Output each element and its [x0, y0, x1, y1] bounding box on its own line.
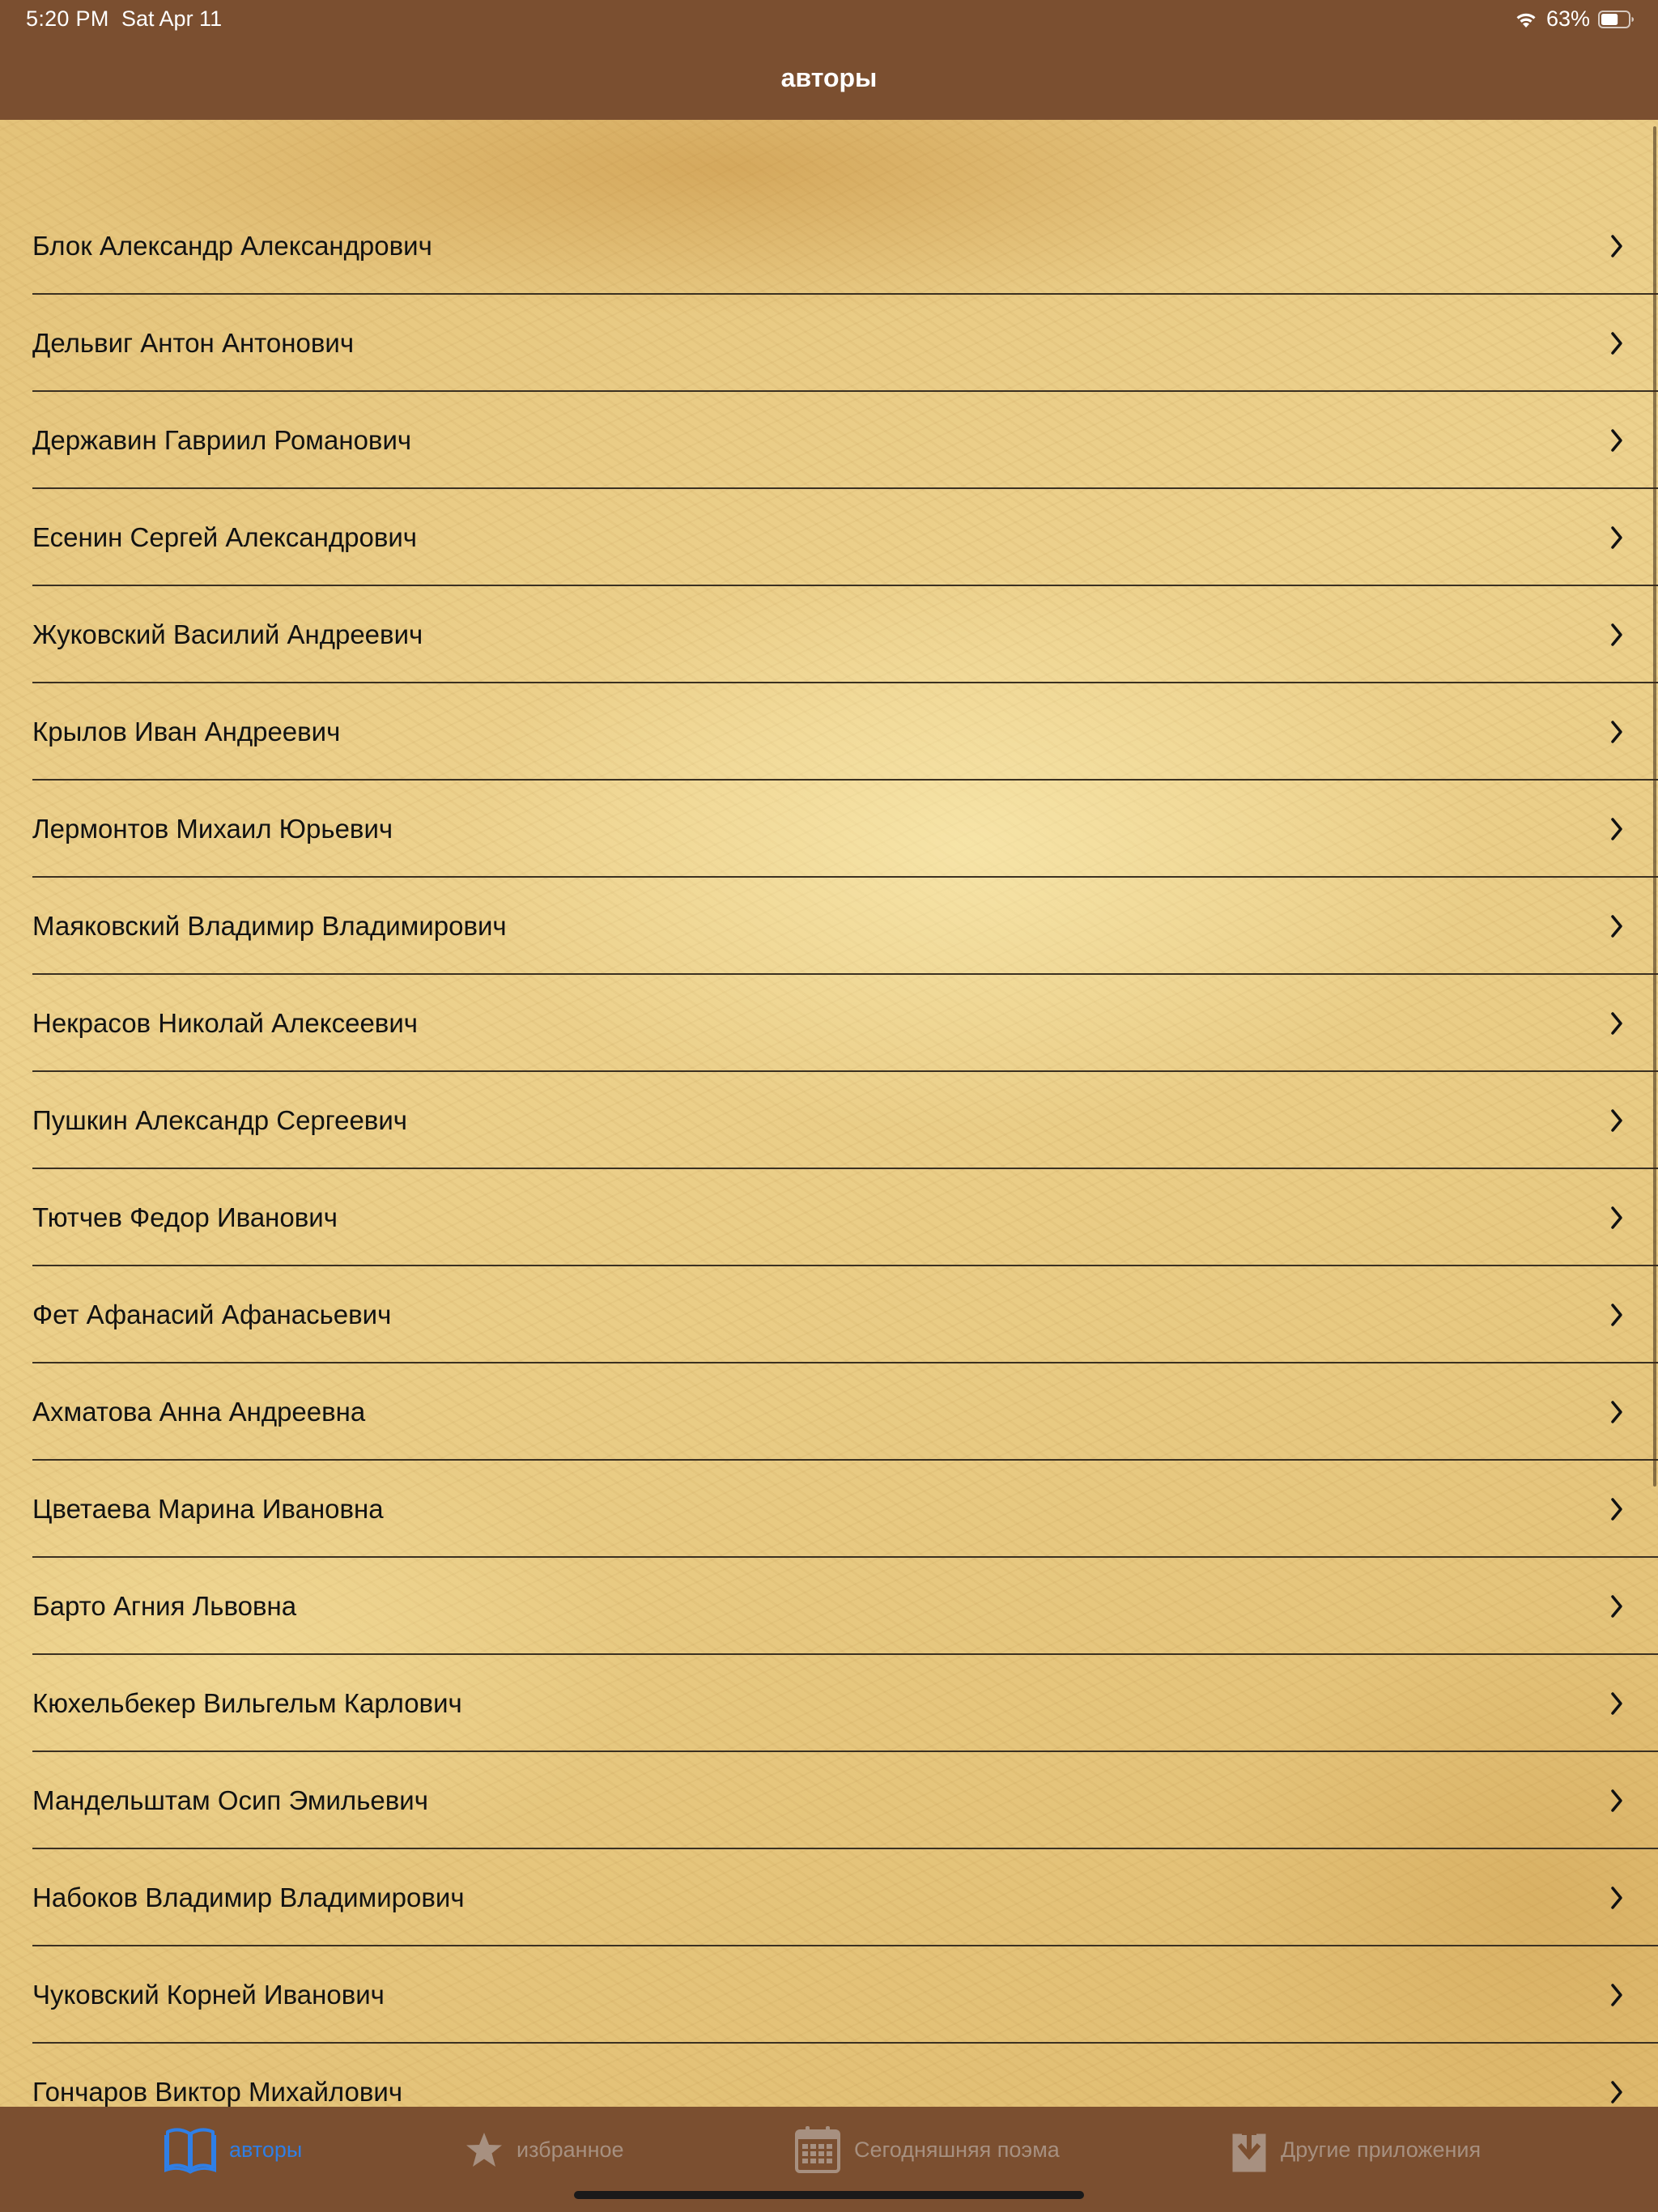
- chevron-right-icon: [1609, 525, 1624, 550]
- author-row[interactable]: [0, 1558, 1658, 1655]
- author-name: Есенин Сергей Александрович: [32, 522, 417, 552]
- battery-icon: [1598, 10, 1635, 29]
- author-row[interactable]: [0, 489, 1658, 586]
- wifi-icon: [1514, 11, 1538, 28]
- tab-todays-poem[interactable]: [794, 2121, 1060, 2178]
- author-row[interactable]: [0, 1849, 1658, 1946]
- author-name: Жуковский Василий Андреевич: [32, 619, 423, 649]
- page-title: авторы: [780, 63, 878, 92]
- status-indicators: [1514, 6, 1635, 32]
- chevron-right-icon: [1609, 1886, 1624, 1910]
- author-name: Фет Афанасий Афанасьевич: [32, 1300, 392, 1329]
- chevron-right-icon: [1609, 1400, 1624, 1424]
- authors-list-view[interactable]: [0, 120, 1658, 2107]
- author-row[interactable]: [0, 2044, 1658, 2107]
- star-icon: [465, 2131, 504, 2168]
- author-name: Чуковский Корней Иванович: [32, 1980, 385, 2010]
- author-name: Мандельштам Осип Эмильевич: [32, 1785, 428, 1815]
- author-row[interactable]: [0, 1363, 1658, 1461]
- author-row[interactable]: [0, 1266, 1658, 1363]
- author-row[interactable]: [0, 878, 1658, 975]
- author-row[interactable]: [0, 392, 1658, 489]
- chevron-right-icon: [1609, 1497, 1624, 1521]
- chevron-right-icon: [1609, 720, 1624, 744]
- author-name: Кюхельбекер Вильгельм Карлович: [32, 1688, 462, 1718]
- author-name: Цветаева Марина Ивановна: [32, 1494, 384, 1524]
- download-icon: [1231, 2127, 1268, 2172]
- tab-other-apps-label: Другие приложения: [1281, 2137, 1482, 2162]
- tab-authors[interactable]: [164, 2121, 302, 2178]
- author-name: Крылов Иван Андреевич: [32, 717, 341, 747]
- author-row[interactable]: [0, 1946, 1658, 2044]
- author-name: Маяковский Владимир Владимирович: [32, 911, 507, 941]
- home-indicator[interactable]: [574, 2191, 1084, 2199]
- author-name: Дельвиг Антон Антонович: [32, 328, 355, 358]
- author-name: Набоков Владимир Владимирович: [32, 1882, 465, 1912]
- author-row[interactable]: [0, 1072, 1658, 1169]
- tab-authors-label: авторы: [229, 2137, 303, 2162]
- chevron-right-icon: [1609, 817, 1624, 841]
- scroll-indicator[interactable]: [1653, 126, 1656, 1487]
- author-row[interactable]: [0, 1655, 1658, 1752]
- author-row[interactable]: [0, 781, 1658, 878]
- status-date: Sat Apr 11: [121, 6, 223, 31]
- chevron-right-icon: [1609, 428, 1624, 453]
- tab-favorites[interactable]: [465, 2121, 624, 2178]
- author-row[interactable]: [0, 683, 1658, 781]
- author-name: Пушкин Александр Сергеевич: [32, 1105, 407, 1135]
- chevron-right-icon: [1609, 1691, 1624, 1716]
- author-name: Ахматова Анна Андреевна: [32, 1397, 366, 1427]
- author-row[interactable]: [0, 198, 1658, 295]
- chevron-right-icon: [1609, 1303, 1624, 1327]
- author-row[interactable]: [0, 295, 1658, 392]
- chevron-right-icon: [1609, 1983, 1624, 2007]
- author-name: Блок Александр Александрович: [32, 231, 432, 261]
- author-row[interactable]: [0, 1169, 1658, 1266]
- chevron-right-icon: [1609, 234, 1624, 258]
- tab-other-apps[interactable]: [1231, 2121, 1481, 2178]
- top-bar: [0, 0, 1658, 120]
- status-time: 5:20 PM: [26, 6, 109, 31]
- chevron-right-icon: [1609, 914, 1624, 938]
- author-row[interactable]: [0, 975, 1658, 1072]
- author-row[interactable]: [0, 1752, 1658, 1849]
- chevron-right-icon: [1609, 623, 1624, 647]
- chevron-right-icon: [1609, 1206, 1624, 1230]
- chevron-right-icon: [1609, 2080, 1624, 2104]
- author-row[interactable]: [0, 586, 1658, 683]
- chevron-right-icon: [1609, 1011, 1624, 1036]
- author-name: Тютчев Федор Иванович: [32, 1202, 338, 1232]
- chevron-right-icon: [1609, 1594, 1624, 1619]
- tab-favorites-label: избранное: [517, 2137, 624, 2162]
- author-name: Гончаров Виктор Михайлович: [32, 2077, 403, 2107]
- author-row[interactable]: [0, 1461, 1658, 1558]
- author-name: Барто Агния Львовна: [32, 1591, 297, 1621]
- battery-percent: 63%: [1545, 6, 1590, 31]
- chevron-right-icon: [1609, 331, 1624, 355]
- author-name: Лермонтов Михаил Юрьевич: [32, 814, 393, 844]
- chevron-right-icon: [1609, 1789, 1624, 1813]
- author-name: Некрасов Николай Алексеевич: [32, 1008, 418, 1038]
- author-name: Державин Гавриил Романович: [32, 425, 412, 455]
- tab-todays-poem-label: Сегодняшняя поэма: [854, 2137, 1060, 2162]
- calendar-icon: [794, 2125, 841, 2175]
- chevron-right-icon: [1609, 1108, 1624, 1133]
- book-icon: [164, 2125, 216, 2174]
